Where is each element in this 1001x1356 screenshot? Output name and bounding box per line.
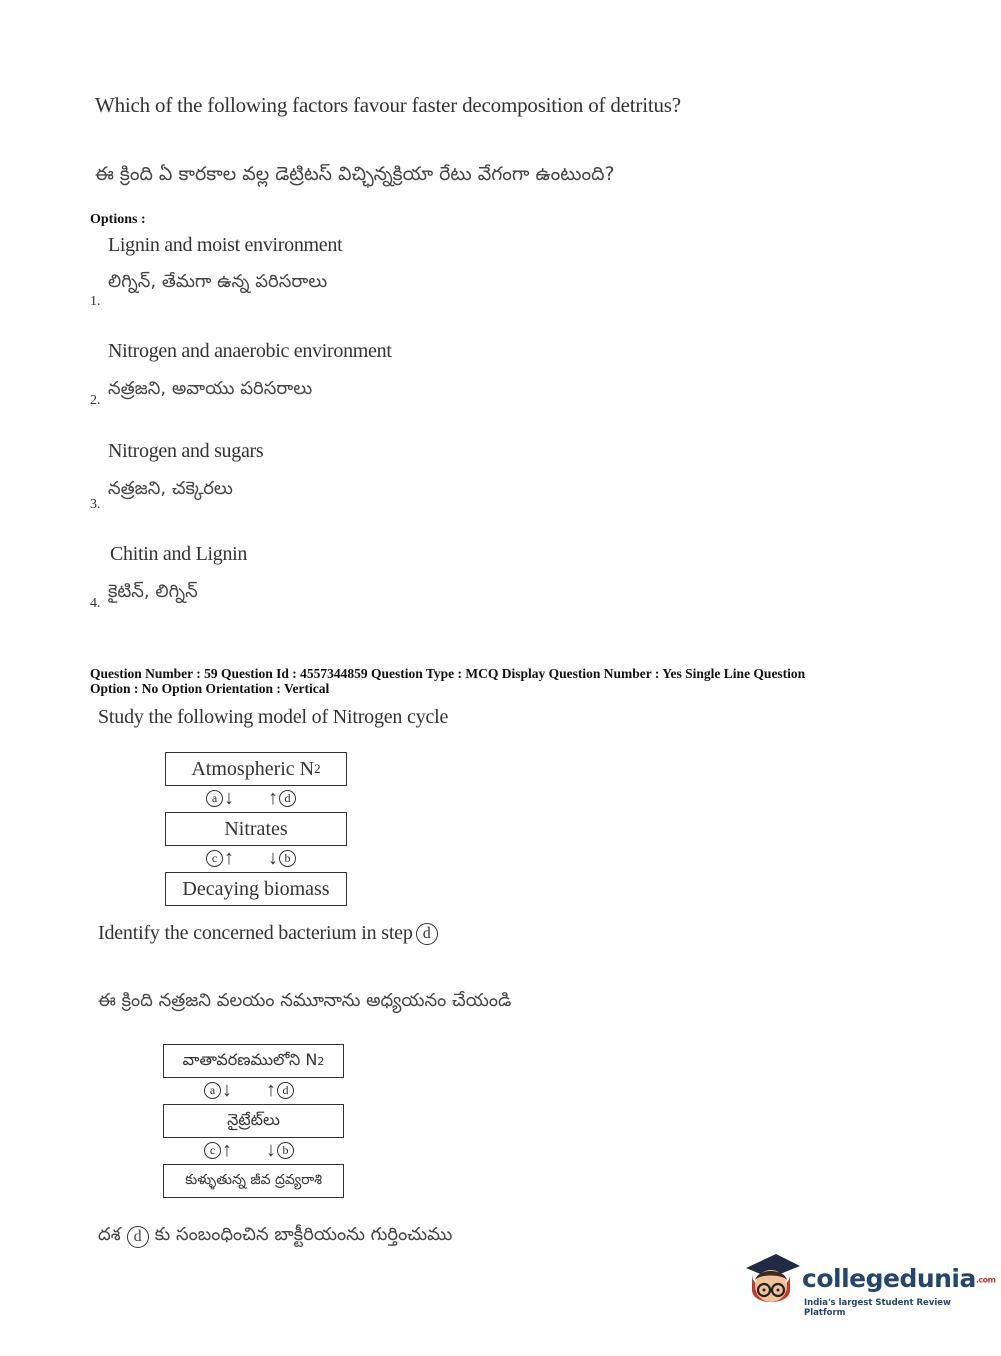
study-text-te: ఈ క్రింది నత్రజని వలయం నమూనాను అధ్యయనం చేయండి xyxy=(98,990,512,1011)
arrow-down-icon: ↓ xyxy=(224,787,234,809)
option-4-en: Chitin and Lignin xyxy=(110,543,248,565)
arrow-up-icon: ↑ xyxy=(224,847,234,869)
arrow-up-icon: ↑ xyxy=(266,1079,276,1101)
step-d-label: d xyxy=(416,923,438,945)
option-2-te: నత్రజని, అవాయు పరిసరాలు xyxy=(108,378,313,399)
arrow-up-icon: ↑ xyxy=(222,1139,232,1161)
identify-text-en-label: Identify the concerned bacterium in step xyxy=(98,922,413,944)
step-d-label: d xyxy=(127,1226,149,1248)
logo-wordmark xyxy=(802,1264,996,1293)
box-atmospheric-n2-te xyxy=(163,1044,344,1078)
logo-name: collegedunia xyxy=(802,1264,976,1293)
question-text-en: Which of the following factors favour faster decomposition of detritus? xyxy=(95,93,681,117)
step-b-label: b xyxy=(277,1142,294,1159)
identify-text-te-suffix: కు సంబంధించిన బాక్టీరియంను గుర్తించుము xyxy=(154,1224,453,1245)
option-2-en: Nitrogen and anaerobic environment xyxy=(108,340,392,362)
option-1-en: Lignin and moist environment xyxy=(108,234,343,256)
step-d-group-te xyxy=(266,1080,294,1100)
box-nitrates-te: నైట్రేట్‌లు xyxy=(163,1104,344,1138)
option-3-number: 3. xyxy=(90,497,101,512)
question-meta-line-2: Option : No Option Orientation : Vertical xyxy=(90,681,330,696)
step-a-label: a xyxy=(206,790,223,807)
option-3-en: Nitrogen and sugars xyxy=(108,440,264,462)
box-atmospheric-n2-label: Atmospheric N xyxy=(191,757,315,780)
option-3-te: నత్రజని, చక్కెరలు xyxy=(108,478,233,499)
arrow-down-icon: ↓ xyxy=(266,1139,276,1161)
box-atmospheric-n2 xyxy=(165,752,347,786)
step-a-group xyxy=(206,788,234,808)
step-c-label: c xyxy=(204,1142,221,1159)
step-b-label: b xyxy=(279,850,296,867)
question-meta-line-1: Question Number : 59 Question Id : 4557344859 Question Type : MCQ Display Question Number : Yes Single Line Question xyxy=(90,666,806,681)
logo-suffix: .com xyxy=(975,1275,996,1285)
box-atmospheric-n2-te-subscript: 2 xyxy=(317,1054,325,1068)
step-a-label: a xyxy=(204,1082,221,1099)
identify-text-te-prefix: దశ xyxy=(98,1224,121,1245)
option-1-number: 1. xyxy=(90,294,101,309)
arrow-down-icon: ↓ xyxy=(222,1079,232,1101)
step-c-group-te xyxy=(204,1140,232,1160)
option-4-number: 4. xyxy=(90,596,101,611)
study-text-en: Study the following model of Nitrogen cycle xyxy=(98,706,449,728)
arrow-down-icon: ↓ xyxy=(268,847,278,869)
logo-tagline: India's largest Student Review Platform xyxy=(804,1298,951,1318)
mascot-icon xyxy=(742,1250,802,1312)
question-meta xyxy=(90,666,960,696)
box-decaying-biomass: Decaying biomass xyxy=(165,872,347,906)
step-d-label: d xyxy=(277,1082,294,1099)
step-a-group-te xyxy=(204,1080,232,1100)
box-nitrates: Nitrates xyxy=(165,812,347,846)
collegedunia-logo xyxy=(742,1250,996,1320)
step-c-label: c xyxy=(206,850,223,867)
options-heading: Options : xyxy=(90,212,146,227)
step-b-group-te xyxy=(266,1140,294,1160)
arrow-up-icon: ↑ xyxy=(268,787,278,809)
box-atmospheric-n2-te-label: వాతావరణములోని N xyxy=(182,1049,318,1069)
option-4-te: కైటిన్, లిగ్నిన్ xyxy=(108,581,198,602)
step-d-group xyxy=(268,788,296,808)
option-1-te: లిగ్నిన్, తేమగా ఉన్న పరిసరాలు xyxy=(108,271,328,292)
box-atmospheric-n2-subscript: 2 xyxy=(314,761,321,776)
step-b-group xyxy=(268,848,296,868)
identify-text-te xyxy=(98,1224,452,1249)
option-2-number: 2. xyxy=(90,393,101,408)
step-c-group xyxy=(206,848,234,868)
box-decaying-biomass-te: కుళ్ళుతున్న జీవ ద్రవ్యరాశి xyxy=(163,1164,344,1198)
question-text-te: ఈ క్రింది ఏ కారకాల వల్ల డెట్రిటస్ విచ్ఛిన్నక్రియా రేటు వేగంగా ఉంటుంది? xyxy=(95,163,615,185)
identify-text-en xyxy=(98,922,438,945)
step-d-label: d xyxy=(279,790,296,807)
